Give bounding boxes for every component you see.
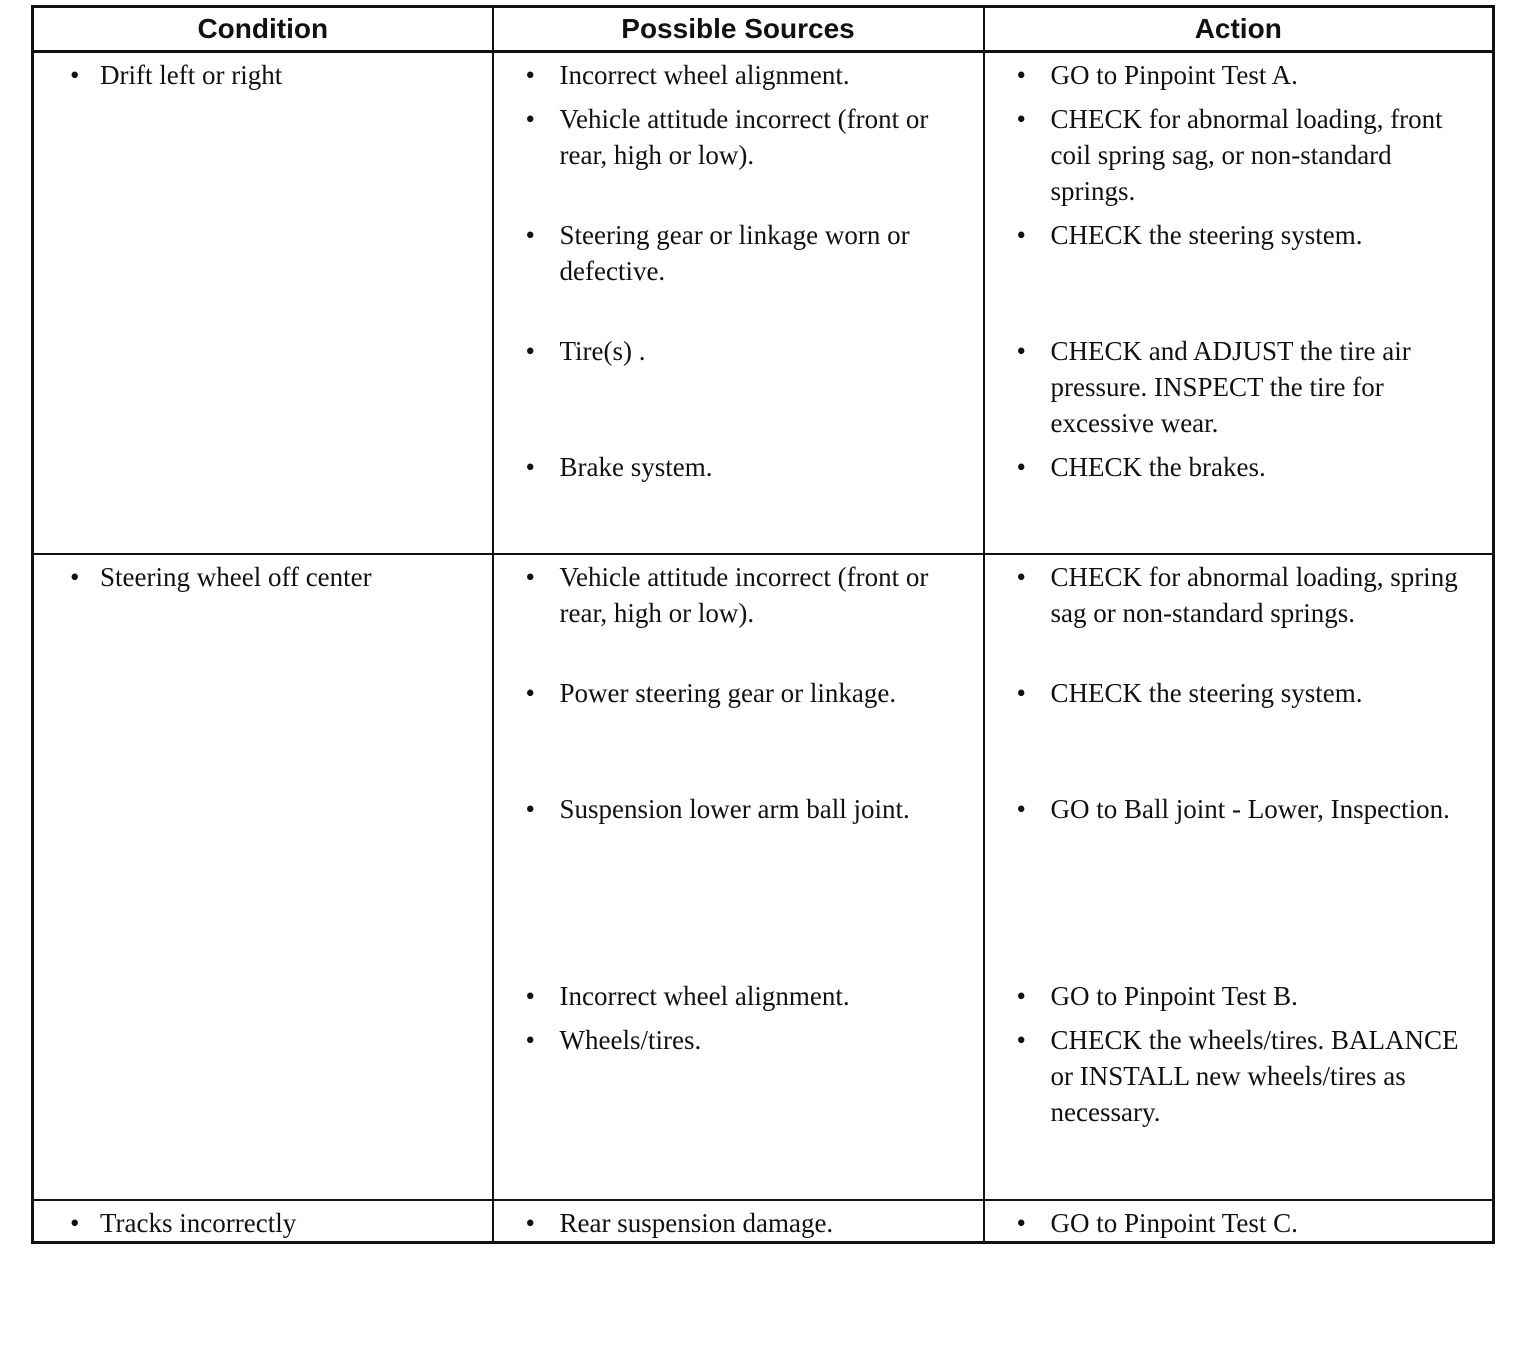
action-item: • GO to Pinpoint Test A. xyxy=(985,57,1479,101)
condition-cell xyxy=(33,554,493,1200)
condition-cell xyxy=(33,1200,493,1243)
sources-cell xyxy=(493,554,984,1200)
action-item: • CHECK the brakes. xyxy=(985,449,1479,485)
header-possible-sources: Possible Sources xyxy=(493,7,984,52)
action-item: • CHECK the steering system. xyxy=(985,675,1479,791)
source-item: • Tire(s) . xyxy=(494,333,969,449)
source-item: • Rear suspension damage. xyxy=(494,1205,969,1241)
condition-item: • Steering wheel off center xyxy=(34,559,478,595)
source-item: • Vehicle attitude incorrect (front or rear, high or low). xyxy=(494,101,969,217)
header-row xyxy=(33,7,1494,52)
sources-cell xyxy=(493,52,984,555)
source-item: • Suspension lower arm ball joint. xyxy=(494,791,969,978)
action-item: • GO to Pinpoint Test C. xyxy=(985,1205,1479,1241)
condition-item: • Tracks incorrectly xyxy=(34,1205,478,1241)
action-item: • GO to Pinpoint Test B. xyxy=(985,978,1479,1022)
source-item: • Power steering gear or linkage. xyxy=(494,675,969,791)
table-row xyxy=(33,1200,1494,1243)
actions-cell xyxy=(984,52,1494,555)
header-condition: Condition xyxy=(33,7,493,52)
diagnosis-table xyxy=(31,5,1495,1244)
action-item: • CHECK and ADJUST the tire air pressure. INSPECT the tire for excessive wear. xyxy=(985,333,1479,449)
action-item: • CHECK the steering system. xyxy=(985,217,1479,333)
source-item: • Brake system. xyxy=(494,449,969,485)
table-row xyxy=(33,554,1494,1200)
source-item: • Incorrect wheel alignment. xyxy=(494,57,969,101)
action-item: • CHECK for abnormal loading, spring sag or non-standard springs. xyxy=(985,559,1479,675)
source-item: • Steering gear or linkage worn or defective. xyxy=(494,217,969,333)
header-action: Action xyxy=(984,7,1494,52)
actions-cell xyxy=(984,1200,1494,1243)
condition-cell xyxy=(33,52,493,555)
table-row xyxy=(33,52,1494,555)
sources-cell xyxy=(493,1200,984,1243)
source-item: • Wheels/tires. xyxy=(494,1022,969,1058)
action-item: • GO to Ball joint - Lower, Inspection. xyxy=(985,791,1479,978)
action-item: • CHECK for abnormal loading, front coil spring sag, or non-standard springs. xyxy=(985,101,1479,217)
source-item: • Vehicle attitude incorrect (front or rear, high or low). xyxy=(494,559,969,675)
actions-cell xyxy=(984,554,1494,1200)
source-item: • Incorrect wheel alignment. xyxy=(494,978,969,1022)
action-item: • CHECK the wheels/tires. BALANCE or INSTALL new wheels/tires as necessary. xyxy=(985,1022,1479,1130)
condition-item: • Drift left or right xyxy=(34,57,478,93)
